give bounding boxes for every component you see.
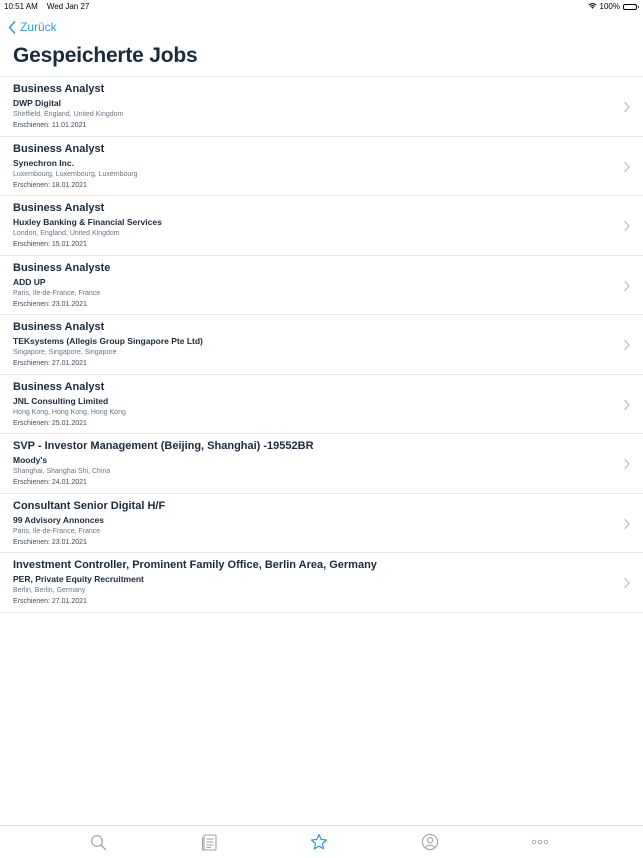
job-company: JNL Consulting Limited	[13, 395, 109, 406]
job-date: Erschienen: 15.01.2021	[13, 241, 87, 248]
more-icon	[531, 839, 549, 845]
job-location: Shanghai, Shanghai Shi, China	[13, 468, 111, 475]
tab-bar	[0, 825, 643, 858]
job-date: Erschienen: 24.01.2021	[13, 479, 87, 486]
tab-saved-jobs[interactable]	[309, 833, 329, 851]
chevron-left-icon	[8, 21, 16, 34]
chevron-right-icon	[623, 161, 631, 173]
battery-percentage: 100%	[599, 2, 620, 11]
job-company: ADD UP	[13, 276, 46, 287]
job-date: Erschienen: 27.01.2021	[13, 598, 87, 605]
wifi-icon	[588, 2, 597, 11]
search-icon	[90, 834, 107, 851]
job-location: Paris, Ile-de-France, France	[13, 289, 101, 297]
job-list-item[interactable]	[0, 315, 643, 375]
tab-search[interactable]	[88, 833, 108, 851]
job-date: Erschienen: 25.01.2021	[13, 419, 87, 427]
job-company: TEKsystems (Allegis Group Singapore Pte Ltd)	[13, 336, 203, 346]
back-button-label: Zurück	[20, 20, 57, 34]
job-list-item[interactable]	[0, 256, 643, 316]
job-title: Investment Controller, Prominent Family Office, Berlin Area, Germany	[13, 559, 377, 571]
chevron-right-icon	[623, 458, 631, 470]
page-title: Gespeicherte Jobs	[13, 44, 198, 67]
star-icon	[310, 833, 328, 851]
job-location: Paris, Ile-de-France, France	[13, 527, 101, 535]
chevron-right-icon	[623, 577, 631, 589]
status-bar	[0, 0, 643, 14]
job-company: Moody's	[13, 455, 48, 465]
job-date: Erschienen: 23.01.2021	[13, 538, 87, 546]
profile-icon	[421, 833, 439, 851]
job-location: Sheffield, England, United Kingdom	[13, 111, 124, 118]
job-location: Hong Kong, Hong Kong, Hong Kong	[13, 408, 126, 416]
job-date: Erschienen: 18.01.2021	[13, 181, 87, 189]
back-button[interactable]	[8, 20, 57, 34]
chevron-right-icon	[623, 220, 631, 232]
battery-icon	[623, 4, 637, 10]
chevron-right-icon	[623, 101, 631, 113]
chevron-right-icon	[623, 399, 631, 411]
job-location: Singapore, Singapore, Singapore	[13, 349, 117, 356]
job-date: Erschienen: 11.01.2021	[13, 122, 87, 129]
job-list-item[interactable]	[0, 434, 643, 494]
job-list-item[interactable]	[0, 137, 643, 197]
status-time: 10:51 AM	[4, 2, 38, 11]
chevron-right-icon	[623, 339, 631, 351]
job-title: Business Analyst	[13, 202, 105, 214]
job-title: Business Analyst	[13, 83, 105, 95]
chevron-right-icon	[623, 518, 631, 530]
job-date: Erschienen: 27.01.2021	[13, 360, 87, 367]
job-title: Consultant Senior Digital H/F	[13, 499, 166, 512]
job-location: Berlin, Berlin, Germany	[13, 587, 86, 594]
saved-jobs-list	[0, 76, 643, 613]
job-date: Erschienen: 23.01.2021	[13, 300, 87, 308]
tab-jobs-list[interactable]	[199, 833, 219, 851]
job-company: 99 Advisory Annonces	[13, 514, 105, 525]
job-company: Synechron Inc.	[13, 157, 74, 168]
job-list-item[interactable]	[0, 77, 643, 137]
job-company: DWP Digital	[13, 98, 62, 108]
job-list-item[interactable]	[0, 375, 643, 435]
job-list-item[interactable]	[0, 553, 643, 613]
job-location: Luxembourg, Luxembourg, Luxembourg	[13, 170, 138, 178]
status-date: Wed Jan 27	[46, 2, 90, 11]
job-list-item[interactable]	[0, 196, 643, 256]
job-title: Business Analyst	[13, 142, 105, 155]
document-list-icon	[201, 834, 218, 851]
job-title: Business Analyste	[13, 261, 111, 274]
tab-more[interactable]	[530, 833, 550, 851]
job-title: Business Analyst	[13, 380, 105, 393]
job-list-item[interactable]	[0, 494, 643, 554]
job-location: London, England, United Kingdom	[13, 230, 120, 237]
job-company: PER, Private Equity Recruitment	[13, 574, 144, 584]
job-title: Business Analyst	[13, 321, 105, 333]
job-title: SVP - Investor Management (Beijing, Shanghai) -19552BR	[13, 440, 314, 452]
chevron-right-icon	[623, 280, 631, 292]
tab-profile[interactable]	[420, 833, 440, 851]
job-company: Huxley Banking & Financial Services	[13, 217, 162, 227]
